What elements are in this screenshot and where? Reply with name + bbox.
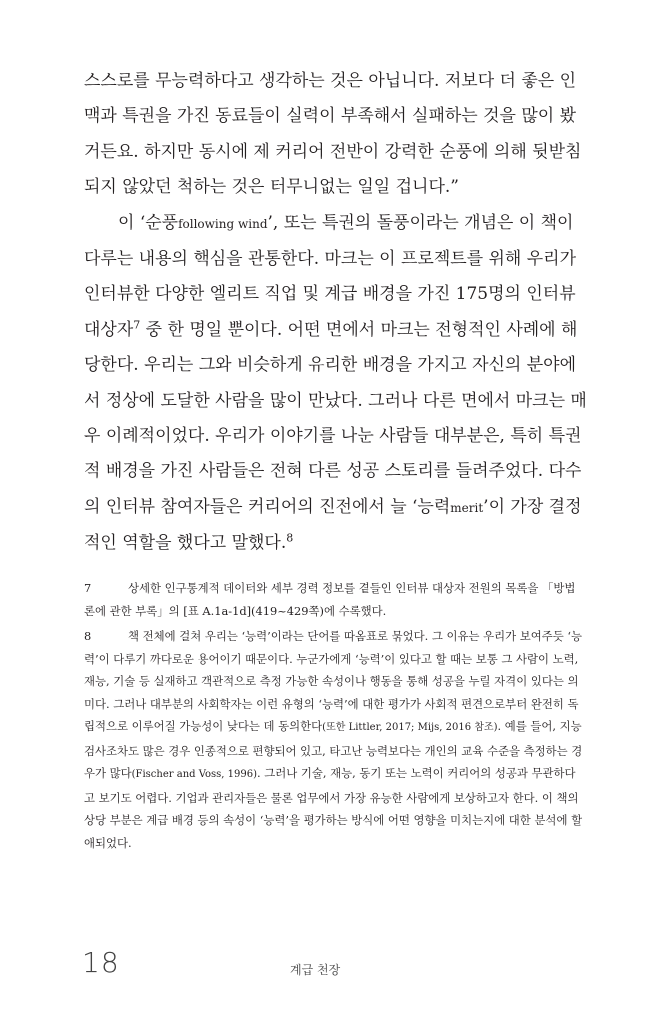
running-title: 계급 천장 [290, 963, 341, 977]
footnote-8 [84, 625, 584, 854]
paragraph-quote-end [84, 64, 588, 206]
footnote-number: 7 [84, 581, 92, 595]
citation: (Fischer and Voss, 1996) [131, 769, 258, 780]
paragraph-text: ’, 또는 특권의 돌풍이라는 개념은 이 책이 다루는 내용의 핵심을 관통한다. 마크는 이 프로젝트를 위해 우리가 인터뷰한 다양한 엘리트 직업 및 계급 배경을 가진 175명의 인터뷰 대상자 [84, 212, 577, 340]
latin-term: merit [450, 500, 484, 515]
footnote-ref-7[interactable]: 7 [133, 318, 141, 332]
footnote-text: 책 전체에 걸쳐 우리는 ‘능력’이라는 단어를 따옴표로 묶었다. 그 이유는 우리가 보여주듯 ‘능력’이 다루기 까다로운 용어이기 때문이다. 누군가에게 ‘능력’이 있다고 할 때는 보통 그 사람이 노력, 재능, 기술 등 실재하고 객관적으로 측정 가능한 속성이나 행동을 통해 성공을 누릴 자격이 있다는 의미다. 그러나 대부분의 사회학자는 이런 유형의 ‘능력’에 대한 평가가 사회적 편견으로부터 완전히 독립적으로 이루어질 가능성이 낮다는 데 동의한다 [84, 629, 583, 733]
paragraph-text: ’이 가장 결정적인 역할을 했다고 말했다. [84, 496, 582, 554]
footnote-7 [84, 577, 584, 622]
paragraph-text: 중 한 명일 뿐이다. 어떤 면에서 마크는 전형적인 사례에 해당한다. 우리는 그와 비슷하게 유리한 배경을 가지고 자신의 분야에서 정상에 도달한 사람을 많이 만났다. 그러나 다른 면에서 마크는 매우 이례적이었다. 우리가 이야기를 나눈 사람들 대부분은, 특히 특권적 배경을 가진 사람들은 전혀 다른 성공 스토리를 들려주었다. 다수의 인터뷰 참여자들은 커리어의 진전에서 늘 ‘능력 [84, 319, 587, 517]
paragraph-text: 스스로를 무능력하다고 생각하는 것은 아닙니다. 저보다 더 좋은 인맥과 특권을 가진 동료들이 실력이 부족해서 실패하는 것을 많이 봤거든요. 하지만 동시에 제 커리어 전반이 강력한 순풍에 의해 뒷받침되지 않았던 척하는 것은 터무니없는 일일 겁니다.” [84, 71, 582, 198]
page-number: 18 [82, 946, 120, 979]
latin-term: following wind [178, 216, 268, 231]
footnote-ref-8[interactable]: 8 [286, 531, 294, 545]
footnote-text: 상세한 인구통계적 데이터와 세부 경력 정보를 곁들인 인터뷰 대상자 전원의 목록을 「방법론에 관한 부록」의 [표 A.1a-1d](419~429쪽)에 수록했다. [84, 581, 576, 618]
paragraph-following-wind [84, 206, 588, 562]
footnote-text: . 그러나 기술, 재능, 동기 또는 노력이 커리어의 성공과 무관하다고 보기도 어렵다. 기업과 관리자들은 물론 업무에서 가장 유능한 사람에게 보상하고자 한다. 이 책의 상당 부분은 계급 배경 등의 속성이 ‘능력’을 평가하는 방식에 어떤 영향을 미치는지에 대한 분석에 할애되었다. [84, 766, 583, 850]
footnote-number: 8 [84, 629, 92, 643]
citation: (또한 Littler, 2017; Mijs, 2016 참조) [322, 722, 498, 733]
paragraph-text: 이 ‘순풍 [118, 212, 179, 233]
footnote-text: . 예를 들어, 지능 검사조차도 많은 경우 인종적으로 편향되어 있고, 타고난 능력보다는 개인의 교육 수준을 측정하는 경우가 많다 [84, 719, 583, 780]
body-text [84, 64, 588, 562]
footnotes [84, 577, 584, 857]
